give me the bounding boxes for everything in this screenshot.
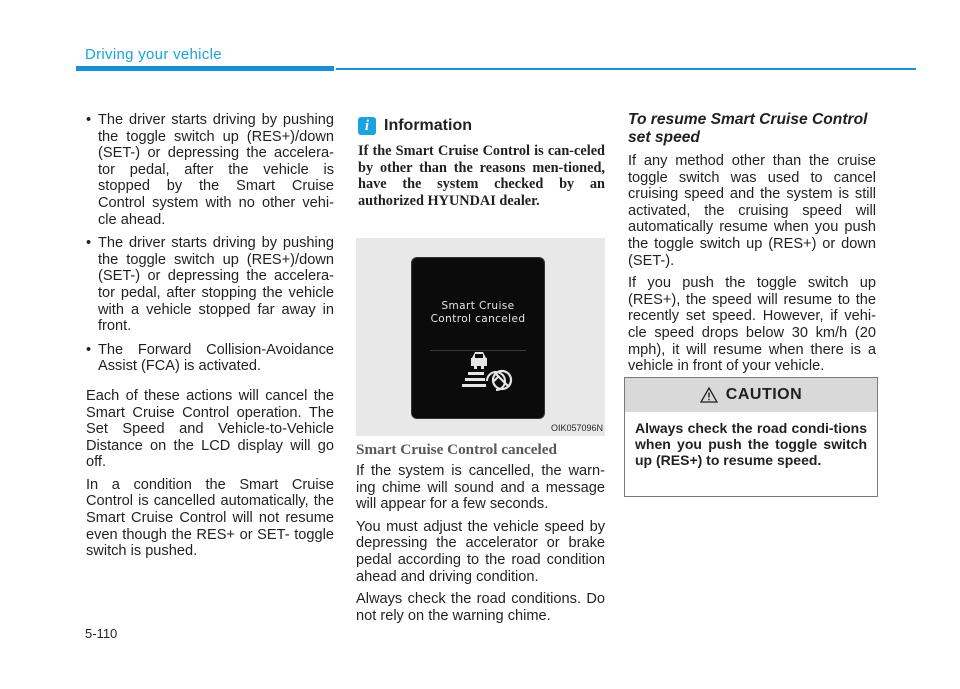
paragraph: If the system is cancelled, the warn-ing chime will sound and a message will appear for a few seconds.	[356, 463, 605, 513]
section-heading: Smart Cruise Control canceled	[356, 441, 557, 458]
lcd-message-line-2: Control canceled	[430, 313, 526, 325]
lcd-display	[412, 258, 544, 418]
paragraph: You must adjust the vehicle speed by depressing the accelerator or brake pedal according to the road condition ahead and driving condition.	[356, 518, 605, 585]
paragraph: If any method other than the cruise toggle switch was used to cancel cruising speed and the system is still activated, the cruising speed will automatically resume when you push the toggle switch up (RES+) or down (SET-).	[628, 153, 876, 269]
header-rule-thick	[76, 66, 334, 71]
list-item: • The driver starts driving by pushing the toggle switch up (RES+)/down (SET-) or depressing the accelera-tor pedal, after the vehicle is stopped by the Smart Cruise Control system with no other vehi-cle ahead.	[86, 112, 334, 228]
resume-section	[628, 111, 876, 375]
list-item: • The Forward Collision-Avoidance Assist (FCA) is activated.	[86, 342, 334, 375]
paragraph: If you push the toggle switch up (RES+), the speed will resume to the recently set speed. However, if vehi-cle speed drops below 30 km/h (20 mph), it will resume when there is a vehicle in front of your vehicle.	[628, 275, 876, 375]
warning-triangle-icon	[700, 387, 718, 403]
caution-header	[625, 378, 877, 412]
section-title: Driving your vehicle	[85, 46, 222, 63]
information-text: If the Smart Cruise Control is can-celed by other than the reasons men-tioned, have the system checked by an authorized HYUNDAI dealer.	[358, 143, 605, 209]
figure-code: OIK057096N	[550, 423, 603, 433]
left-column	[86, 112, 334, 560]
information-box	[358, 117, 605, 209]
info-icon: i	[358, 117, 376, 135]
header-rule-thin	[336, 68, 916, 70]
caution-title: CAUTION	[725, 386, 803, 403]
lcd-message-line-1: Smart Cruise	[441, 300, 515, 312]
caution-box	[624, 377, 878, 497]
page-number: 5-110	[85, 626, 118, 641]
cancel-section	[356, 441, 605, 624]
section-heading: To resume Smart Cruise Control set speed	[628, 111, 868, 146]
paragraph: Each of these actions will cancel the Smart Cruise Control operation. The Set Speed and Vehicle-to-Vehicle Distance on the LCD display will go off.	[86, 387, 334, 471]
information-title: Information	[384, 117, 472, 134]
information-header	[358, 117, 605, 135]
scc-canceled-icon	[412, 258, 544, 418]
caution-text: Always check the road condi-tions when you push the toggle switch up (RES+) to resume speed.	[635, 420, 867, 468]
bullet-list	[86, 112, 334, 375]
paragraph: In a condition the Smart Cruise Control is cancelled automatically, the Smart Cruise Control will not resume even though the RES+ or SET- toggle switch is pushed.	[86, 476, 334, 560]
list-item: • The driver starts driving by pushing the toggle switch up (RES+)/down (SET-) or depressing the accelera-tor pedal, after stopping the vehicle with a vehicle stopped far away in front.	[86, 235, 334, 335]
paragraph: Always check the road conditions. Do not rely on the warning chime.	[356, 591, 605, 624]
cluster-display-figure	[356, 238, 605, 436]
